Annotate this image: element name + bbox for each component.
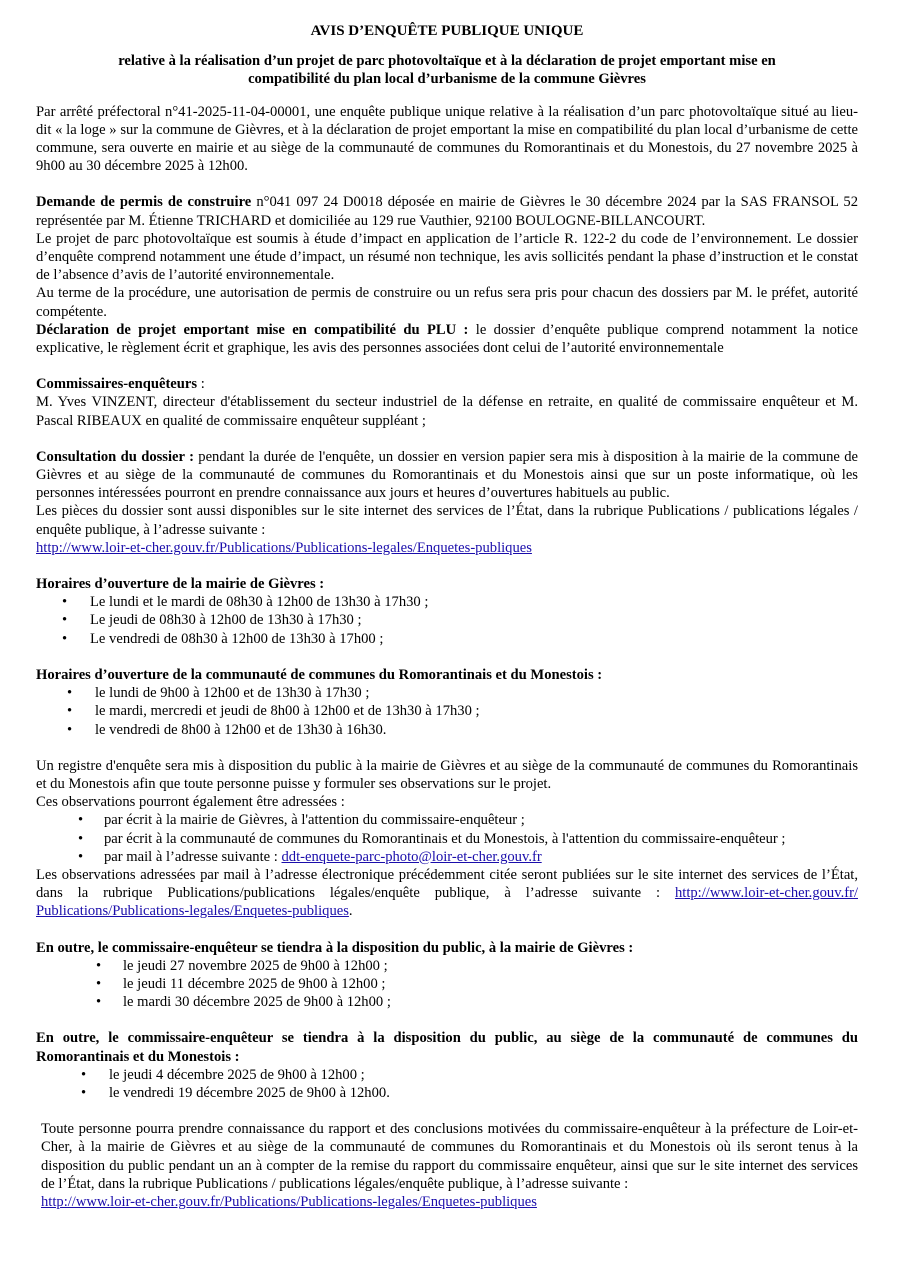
list-item (36, 593, 858, 611)
consultation-link-line (36, 539, 858, 557)
list-item-text: Le vendredi de 08h30 à 12h00 de 13h30 à 17h00 ; (90, 630, 384, 647)
bullet-icon: • (62, 630, 68, 647)
conclusion-paragraph: Toute personne pourra prendre connaissance du rapport et des conclusions motivées du commissaire-enquêteur à la préfecture de Loir-et-Cher, à la mairie de Gièvres et au siège de la communauté de communes du Romorantinais et du Monestois où ils seront tenus à la disposition du public pendant un an à compter de la remise du rapport du commissaire enquêteur, ainsi que sur le site internet des services de l’État, dans la rubrique Publications / publications légales/enquête publique, à l’adresse suivante : (41, 1121, 858, 1192)
bullet-icon: • (96, 975, 102, 992)
permis-paragraph (36, 193, 858, 229)
bullet-icon: • (62, 594, 68, 611)
notice-title: AVIS D’ENQUÊTE PUBLIQUE UNIQUE (310, 23, 584, 39)
horaires-mairie-heading (36, 575, 858, 593)
horaires-cc-list (36, 684, 858, 739)
commissaires-suffix: : (197, 376, 205, 393)
list-item (36, 975, 858, 993)
observations-link[interactable]: http://www.loir-et-cher.gouv.fr/ Publications/Publications-legales/Enquetes-publiques (36, 885, 858, 920)
horaires-cc-heading (36, 666, 858, 684)
list-item (36, 721, 858, 739)
list-item-text: par écrit à la mairie de Gièvres, à l'attention du commissaire-enquêteur ; (104, 812, 525, 829)
list-item-text: le lundi de 9h00 à 12h00 et de 13h30 à 17h30 ; (95, 685, 370, 702)
bullet-icon: • (96, 957, 102, 974)
permanences-mairie-label: En outre, le commissaire-enquêteur se tiendra à la disposition du public, à la mairie de Gièvres : (36, 939, 634, 956)
intro-paragraph: Par arrêté préfectoral n°41-2025-11-04-00001, une enquête publique unique relative à la réalisation d’un parc photovoltaïque situé au lieu-dit « la loge » sur la commune de Gièvres, et à la déclaration de projet emportant la mise en compatibilité du plan local d’urbanisme de cette commune, sera ouverte en mairie et au siège de la communauté de communes du Romorantinais et du Monestois, du 27 novembre 2025 à 9h00 au 30 décembre 2025 à 12h00. (36, 103, 858, 175)
list-item (36, 630, 858, 648)
commissaires-heading (36, 375, 858, 393)
bullet-icon: • (78, 848, 84, 865)
list-item-text: le jeudi 4 décembre 2025 de 9h00 à 12h00 ; (109, 1066, 365, 1083)
permanences-cc-list (36, 1066, 858, 1102)
observations-list (36, 811, 858, 866)
consultation-text: pendant la durée de l'enquête, un dossier en version papier sera mis à disposition à la mairie de la commune de Gièvres et au siège de la communauté de communes du Romorantinais et du Monestois ainsi que sur un poste informatique, où les personnes intéressées pourront en prendre connaissance aux jours et heures d’ouvertures habituels au public. (36, 448, 858, 502)
conclusion-link[interactable]: http://www.loir-et-cher.gouv.fr/Publications/Publications-legales/Enquetes-publiques (41, 1193, 537, 1210)
notice-document (36, 22, 858, 1211)
bullet-icon: • (78, 830, 84, 847)
list-item-text: le mardi 30 décembre 2025 de 9h00 à 12h00 ; (123, 994, 391, 1011)
list-item (36, 1084, 858, 1102)
list-item (36, 811, 858, 829)
bullet-icon: • (62, 612, 68, 629)
list-item (36, 1066, 858, 1084)
plu-text: le dossier d’enquête publique comprend notamment la notice explicative, le règlement écrit et graphique, les avis des personnes associées dont celui de l’autorité environnementale (36, 321, 858, 357)
list-item-text: le jeudi 27 novembre 2025 de 9h00 à 12h00 ; (123, 957, 388, 974)
horaires-mairie-label: Horaires d’ouverture de la mairie de Gièvres : (36, 576, 325, 593)
list-item (36, 611, 858, 629)
list-item-text: Le jeudi de 08h30 à 12h00 de 13h30 à 17h30 ; (90, 612, 362, 629)
observations-publication-text: Les observations adressées par mail à l’adresse électronique précédemment citée seront publiées sur le site internet des services de l’État, dans la rubrique Publications/publications légales/enquête publique, à l’adresse suivante : (36, 866, 858, 902)
permis-text: n°041 097 24 D0018 déposée en mairie de Gièvres le 30 décembre 2024 par la SAS FRANSOL 52 représentée par M. Étienne TRICHARD et domiciliée au 129 rue Vauthier, 92100 BOULOGNE-BILLANCOURT. (36, 194, 858, 229)
permanences-cc-label: En outre, le commissaire-enquêteur se tiendra à la disposition du public, au siège de la communauté de communes du Romorantinais et du Monestois : (36, 1030, 858, 1065)
commissaires-text: M. Yves VINZENT, directeur d'établissement du secteur industriel de la défense en retraite, en qualité de commissaire enquêteur et M. Pascal RIBEAUX en qualité de commissaire enquêteur suppléant ; (36, 394, 858, 429)
plu-paragraph (36, 321, 858, 357)
bullet-icon: • (78, 812, 84, 829)
list-item-text: Le lundi et le mardi de 08h30 à 12h00 de 13h30 à 17h30 ; (90, 594, 429, 611)
list-item-text: le vendredi de 8h00 à 12h00 et de 13h30 à 16h30. (95, 721, 387, 738)
list-item-text: par écrit à la communauté de communes du Romorantinais et du Monestois, à l'attention du commissaire-enquêteur ; (104, 830, 786, 847)
observations-link-suffix: . (348, 903, 353, 920)
list-item (36, 702, 858, 720)
permanences-mairie-heading (36, 939, 858, 957)
bullet-icon: • (96, 994, 102, 1011)
permanences-cc-heading (36, 1029, 858, 1065)
notice-subtitle: relative à la réalisation d’un projet de parc photovoltaïque et à la déclaration de projet emportant mise en compatibilité du plan local d’urbanisme de la commune Gièvres (118, 53, 776, 88)
consultation-link[interactable]: http://www.loir-et-cher.gouv.fr/Publications/Publications-legales/Enquetes-publiques (36, 539, 532, 556)
horaires-mairie-list (36, 593, 858, 648)
registre-paragraph: Un registre d'enquête sera mis à disposition du public à la mairie de Gièvres et au siège de la communauté de communes du Romorantinais et du Monestois afin que toute personne puisse y formuler ses observations sur le projet. (36, 757, 858, 792)
list-item-text: le mardi, mercredi et jeudi de 8h00 à 12h00 et de 13h30 à 17h30 ; (95, 703, 480, 720)
commissaires-label: Commissaires-enquêteurs (36, 376, 198, 393)
bullet-icon: • (81, 1066, 87, 1083)
plu-label: Déclaration de projet emportant mise en compatibilité du PLU : (36, 321, 469, 338)
consultation-paragraph (36, 448, 858, 503)
consultation-site-paragraph: Les pièces du dossier sont aussi disponibles sur le site internet des services de l’État, dans la rubrique Publications / publications légales / enquête publique, à l’adresse suivante : (36, 503, 858, 538)
permis-procedure-paragraph: Au terme de la procédure, une autorisation de permis de construire ou un refus sera pris pour chacun des dossiers par M. le préfet, autorité compétente. (36, 285, 858, 320)
list-item (36, 684, 858, 702)
permis-impact-paragraph: Le projet de parc photovoltaïque est soumis à étude d’impact en application de l’article R. 122-2 du code de l’environnement. Le dossier d’enquête comprend notamment une étude d’impact, un résumé non technique, les avis sollicités pendant la phase d’instruction et le constat de l’absence d’avis de l’autorité environnementale. (36, 230, 858, 284)
observations-intro: Ces observations pourront également être adressées : (36, 794, 345, 811)
bullet-icon: • (67, 703, 73, 720)
conclusion-link-line (36, 1193, 858, 1211)
observations-publication-paragraph (36, 866, 858, 921)
list-item (36, 957, 858, 975)
bullet-icon: • (67, 685, 73, 702)
list-item (36, 993, 858, 1011)
horaires-cc-label: Horaires d’ouverture de la communauté de communes du Romorantinais et du Monestois : (36, 666, 603, 683)
list-item (36, 830, 858, 848)
mail-prefix: par mail à l’adresse suivante : (104, 848, 282, 865)
permis-label: Demande de permis de construire (36, 194, 252, 211)
bullet-icon: • (67, 721, 73, 738)
permanences-mairie-list (36, 957, 858, 1012)
bullet-icon: • (81, 1084, 87, 1101)
mail-link[interactable]: ddt-enquete-parc-photo@loir-et-cher.gouv.fr (281, 848, 542, 865)
list-item-text: le jeudi 11 décembre 2025 de 9h00 à 12h00 ; (123, 975, 386, 992)
consultation-label: Consultation du dossier : (36, 448, 194, 465)
list-item-text: le vendredi 19 décembre 2025 de 9h00 à 12h00. (109, 1084, 390, 1101)
list-item (36, 848, 858, 866)
